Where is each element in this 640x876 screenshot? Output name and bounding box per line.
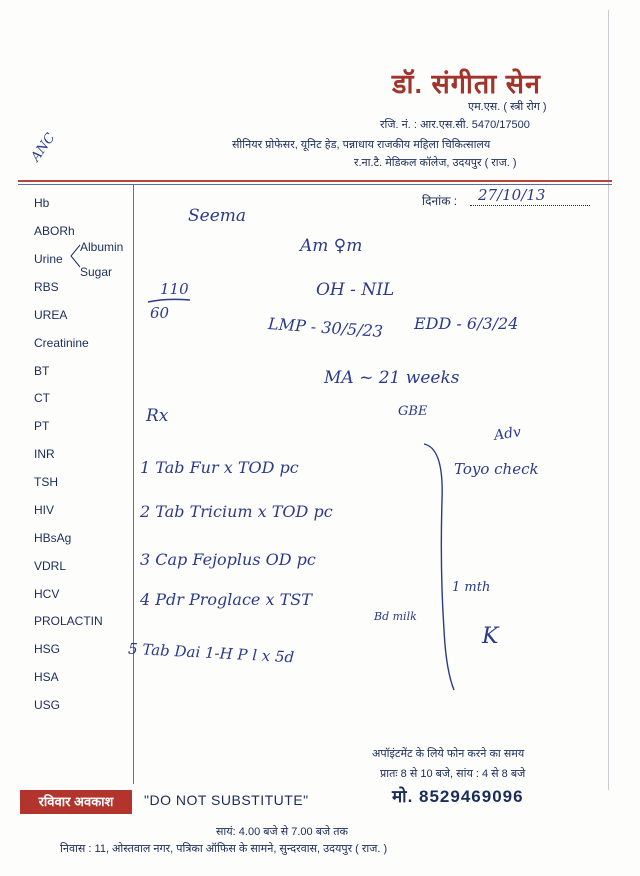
- test-bt: BT: [34, 364, 50, 378]
- test-hsg: HSG: [34, 642, 61, 656]
- do-not-substitute-note: "DO NOT SUBSTITUTE": [144, 792, 309, 808]
- sunday-holiday-badge: रविवार अवकाश: [20, 790, 132, 814]
- hw-advice: Adv: [493, 424, 522, 444]
- hw-medicine-4-note: Bd milk: [374, 610, 417, 623]
- hw-medicine-4: 4 Pdr Proglace x TST: [140, 590, 312, 609]
- hw-medicine-5: 5 Tab Dai 1-H P l x 5d: [127, 639, 295, 667]
- test-inr: INR: [34, 447, 55, 461]
- appointment-note: अपॉइंटमेंट के लिये फोन करने का समय: [372, 748, 525, 760]
- test-usg: USG: [34, 698, 61, 712]
- test-tsh: TSH: [34, 475, 58, 489]
- hw-medicine-3: 3 Cap Fejoplus OD pc: [140, 550, 316, 569]
- doctor-degree: एम.एस. ( स्त्री रोग ): [468, 101, 547, 113]
- test-rbs: RBS: [34, 280, 59, 294]
- hw-anc: ANC: [28, 130, 59, 165]
- test-ct: CT: [34, 391, 50, 405]
- hw-patient-name: Seema: [188, 206, 247, 226]
- hw-bp-top: 110: [160, 280, 189, 298]
- test-vdrl: VDRL: [34, 559, 67, 573]
- hw-edd: EDD - 6/3/24: [414, 314, 519, 333]
- hw-bracket: [420, 440, 460, 696]
- hw-medicine-1: 1 Tab Fur x TOD pc: [140, 458, 299, 477]
- test-albumin: Albumin: [80, 240, 124, 254]
- date-label: दिनांक :: [422, 194, 458, 208]
- test-hcv: HCV: [34, 587, 60, 601]
- test-hsa: HSA: [34, 670, 59, 684]
- test-hiv: HIV: [34, 503, 55, 517]
- college-name: र.ना.टै. मेडिकल कॉलेज, उदयपुर ( राज. ): [354, 157, 517, 169]
- hw-medicine-2: 2 Tab Tricium x TOD pc: [140, 502, 333, 521]
- hw-bp-bottom: 60: [150, 304, 170, 322]
- tests-column-divider: [133, 184, 134, 784]
- test-sugar: Sugar: [80, 265, 113, 279]
- test-urea: UREA: [34, 308, 68, 322]
- appointment-hours: प्रातः 8 से 10 बजे, सांय : 4 से 8 बजे: [380, 768, 526, 780]
- test-prolactin: PROLACTIN: [34, 614, 103, 628]
- test-hb: Hb: [34, 196, 50, 210]
- hw-rx: Rx: [146, 406, 169, 426]
- header-divider-red: [18, 180, 612, 182]
- hw-line1: Am ♀m: [300, 236, 363, 256]
- hw-signature: K: [482, 624, 499, 649]
- hw-advice-detail: Toyo check: [454, 460, 539, 478]
- test-aborh: ABORh: [34, 224, 75, 238]
- hw-lmp: LMP - 30/5/23: [267, 314, 384, 341]
- registration-number: रजि. नं. : आर.एस.सी. 5470/17500: [380, 119, 530, 131]
- hw-followup: 1 mth: [452, 580, 491, 595]
- test-hbsag: HBsAg: [34, 531, 72, 545]
- date-line: [470, 205, 590, 206]
- hw-date: 27/10/13: [478, 186, 546, 204]
- hw-gbe: GBE: [398, 404, 428, 419]
- test-pt: PT: [34, 419, 50, 433]
- residence-address: निवास : 11, ओस्तवाल नगर, पत्रिका ऑफिस के सामने, सुन्दरवास, उदयपुर ( राज. ): [60, 843, 388, 855]
- mobile-number: मो. 8529469096: [392, 787, 524, 806]
- header-divider-blue: [18, 184, 612, 185]
- doctor-name: डॉ. संगीता सेन: [392, 69, 542, 99]
- page-edge-line: [608, 10, 609, 790]
- test-creatinine: Creatinine: [34, 336, 89, 350]
- doctor-post: सीनियर प्रोफेसर, यूनिट हेड, पन्नाधाय राजकीय महिला चिकित्सालय: [232, 139, 491, 151]
- test-urine: Urine: [34, 252, 63, 266]
- hw-obstetric-history: OH - NIL: [316, 280, 395, 300]
- hw-ma: MA ~ 21 weeks: [324, 368, 460, 388]
- evening-hours: सायं: 4.00 बजे से 7.00 बजे तक: [216, 826, 348, 838]
